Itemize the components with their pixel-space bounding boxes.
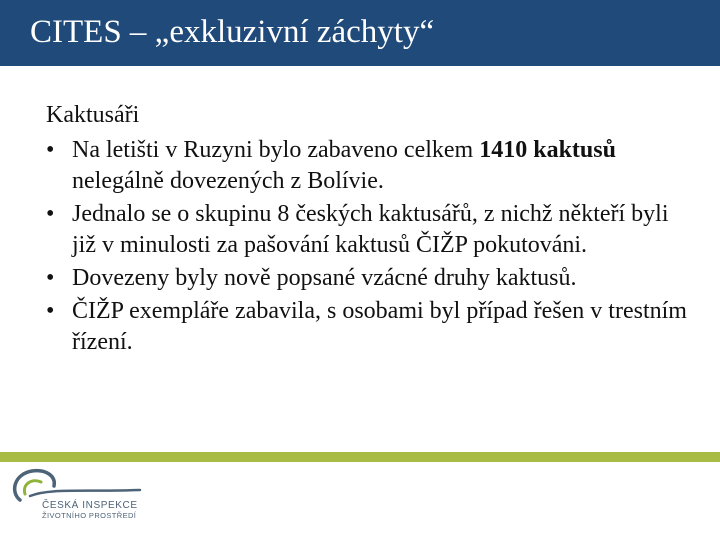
bullet-marker: • (46, 298, 55, 324)
bullet-text: nelegálně dovezených z Bolívie. (72, 168, 384, 194)
bullet-text: Dovezeny byly nově popsané vzácné druhy kaktusů. (72, 265, 577, 291)
logo-line-2: ŽIVOTNÍHO PROSTŘEDÍ (42, 511, 137, 520)
logo-wordmark (42, 501, 138, 521)
bullet-text: ČIŽP exempláře zabavila, s osobami byl případ řešen v trestním řízení. (72, 298, 687, 355)
bullet-marker: • (46, 137, 55, 163)
green-band (0, 452, 720, 462)
bullet-text: Jednalo se o skupinu 8 českých kaktusářů, z nichž někteří byli již v minulosti za pašování kaktusů ČIŽP pokutováni. (72, 201, 669, 258)
bullet-emphasis: 1410 kaktusů (479, 137, 616, 163)
bullet-item (46, 135, 696, 197)
bullet-item (46, 199, 696, 261)
logo-line-1: ČESKÁ INSPEKCE (42, 500, 138, 511)
bullet-text: Na letišti v Ruzyni bylo zabaveno celkem (72, 137, 480, 163)
bullet-list (46, 135, 696, 358)
bullet-marker: • (46, 201, 55, 227)
title-bar (0, 0, 720, 66)
slide-title: CITES – „exkluzivní záchyty“ (30, 14, 435, 50)
bullet-item (46, 296, 696, 358)
slide-content (46, 100, 696, 360)
bullet-item (46, 263, 696, 294)
cizp-logo (10, 466, 150, 526)
section-heading: Kaktusáři (46, 102, 140, 128)
bullet-marker: • (46, 265, 55, 291)
